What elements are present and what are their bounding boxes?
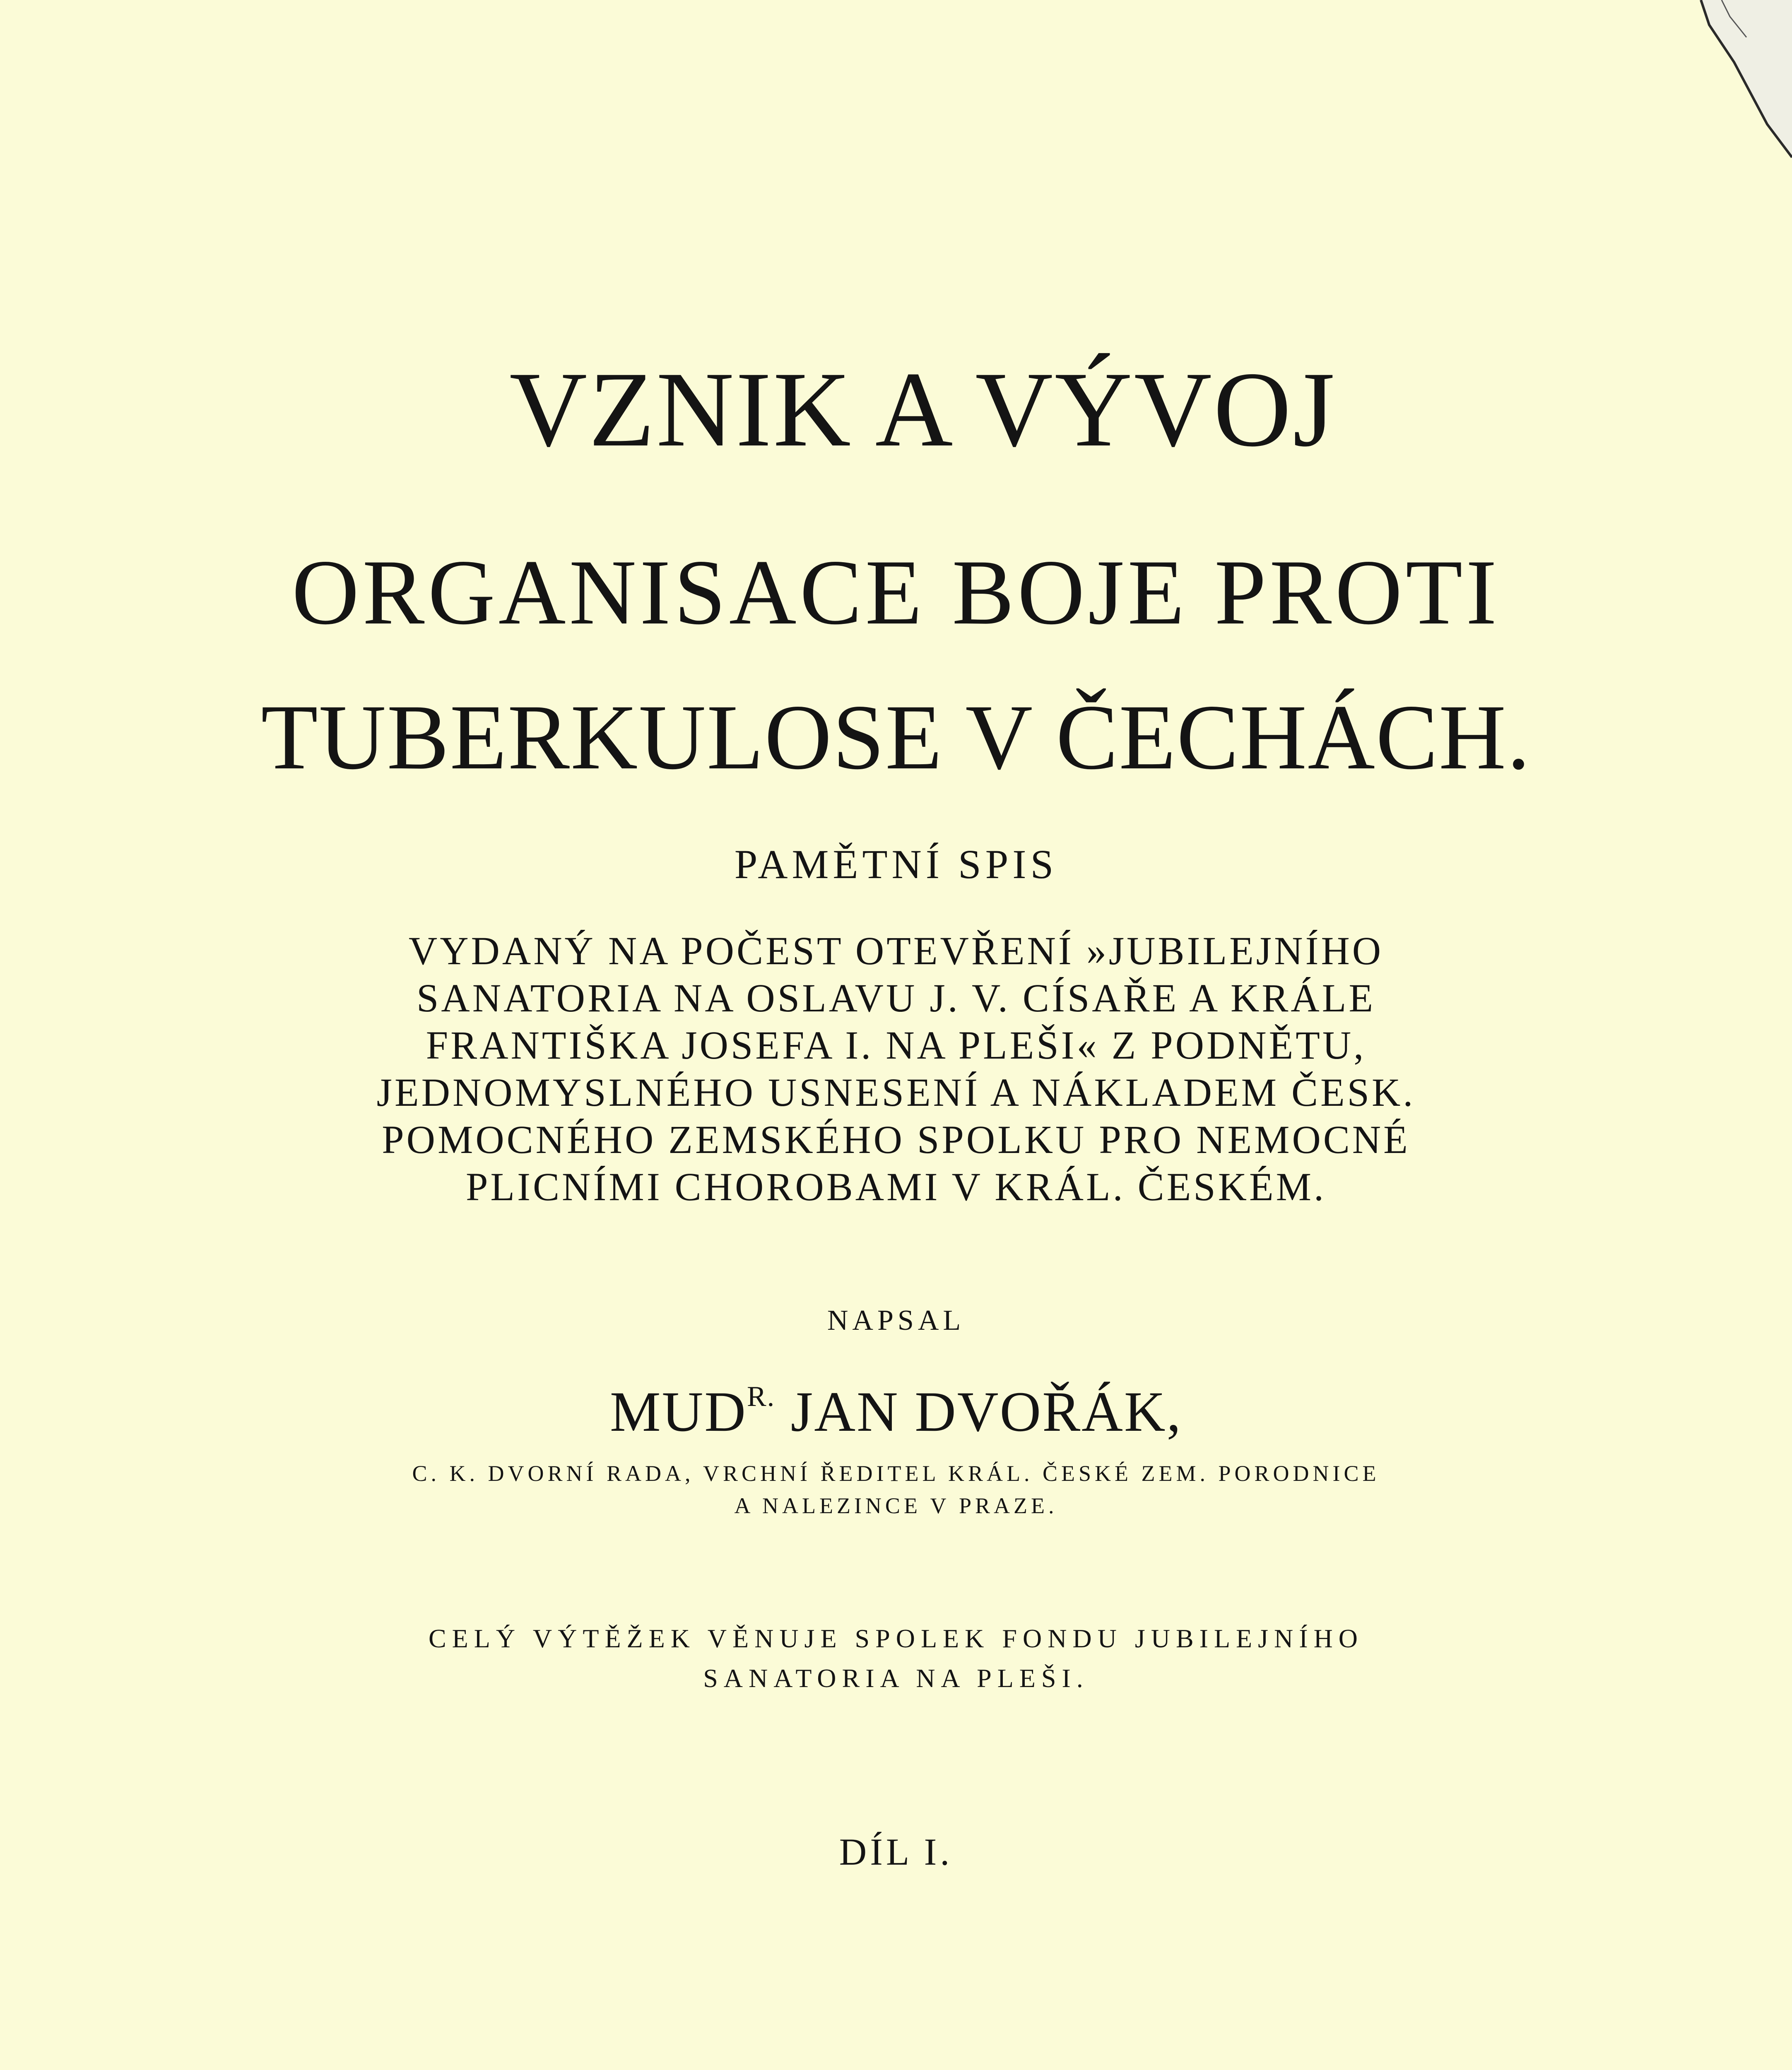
dedication-line: POMOCNÉHO ZEMSKÉHO SPOLKU PRO NEMOCNÉ xyxy=(382,1117,1410,1162)
dedication-line: VYDANÝ NA POČEST OTEVŘENÍ »JUBILEJNÍHO xyxy=(408,929,1384,973)
author-surname: JAN DVOŘÁK, xyxy=(790,1380,1183,1443)
dedication-line: PLICNÍMI CHOROBAMI V KRÁL. ČESKÉM. xyxy=(466,1165,1326,1209)
page-corner-fold xyxy=(1684,0,1792,166)
volume-label: DÍL I. xyxy=(839,1831,953,1873)
author-credentials xyxy=(0,1457,1792,1522)
title-line-1: VZNIK A VÝVOJ xyxy=(509,350,1337,469)
dedication-line: JEDNOMYSLNÉHO USNESENÍ A NÁKLADEM ČESK. xyxy=(376,1070,1416,1114)
proceeds-line: SANATORIA NA PLEŠI. xyxy=(703,1663,1089,1693)
dedication-line: FRANTIŠKA JOSEFA I. NA PLEŠI« Z PODNĚTU, xyxy=(426,1023,1366,1067)
proceeds-note xyxy=(0,1619,1792,1698)
credentials-line: A NALEZINCE V PRAZE. xyxy=(734,1493,1058,1518)
credentials-line: C. K. DVORNÍ RADA, VRCHNÍ ŘEDITEL KRÁL. ČESKÉ ZEM. PORODNICE xyxy=(412,1461,1380,1486)
wrote-label: NAPSAL xyxy=(827,1305,965,1336)
proceeds-line: CELÝ VÝTĚŽEK VĚNUJE SPOLEK FONDU JUBILEJNÍHO xyxy=(428,1624,1364,1653)
title-line-3: TUBERKULOSE V ČECHÁCH. xyxy=(261,685,1531,789)
dedication-line: SANATORIA NA OSLAVU J. V. CÍSAŘE A KRÁLE xyxy=(417,976,1375,1020)
dedication-text xyxy=(0,927,1792,1211)
author-superscript: R. xyxy=(747,1381,776,1413)
author-prefix: MUD xyxy=(609,1380,747,1443)
title-line-2: ORGANISACE BOJE PROTI xyxy=(291,540,1501,644)
author-name xyxy=(0,1379,1792,1444)
memo-title: PAMĚTNÍ SPIS xyxy=(734,841,1058,887)
